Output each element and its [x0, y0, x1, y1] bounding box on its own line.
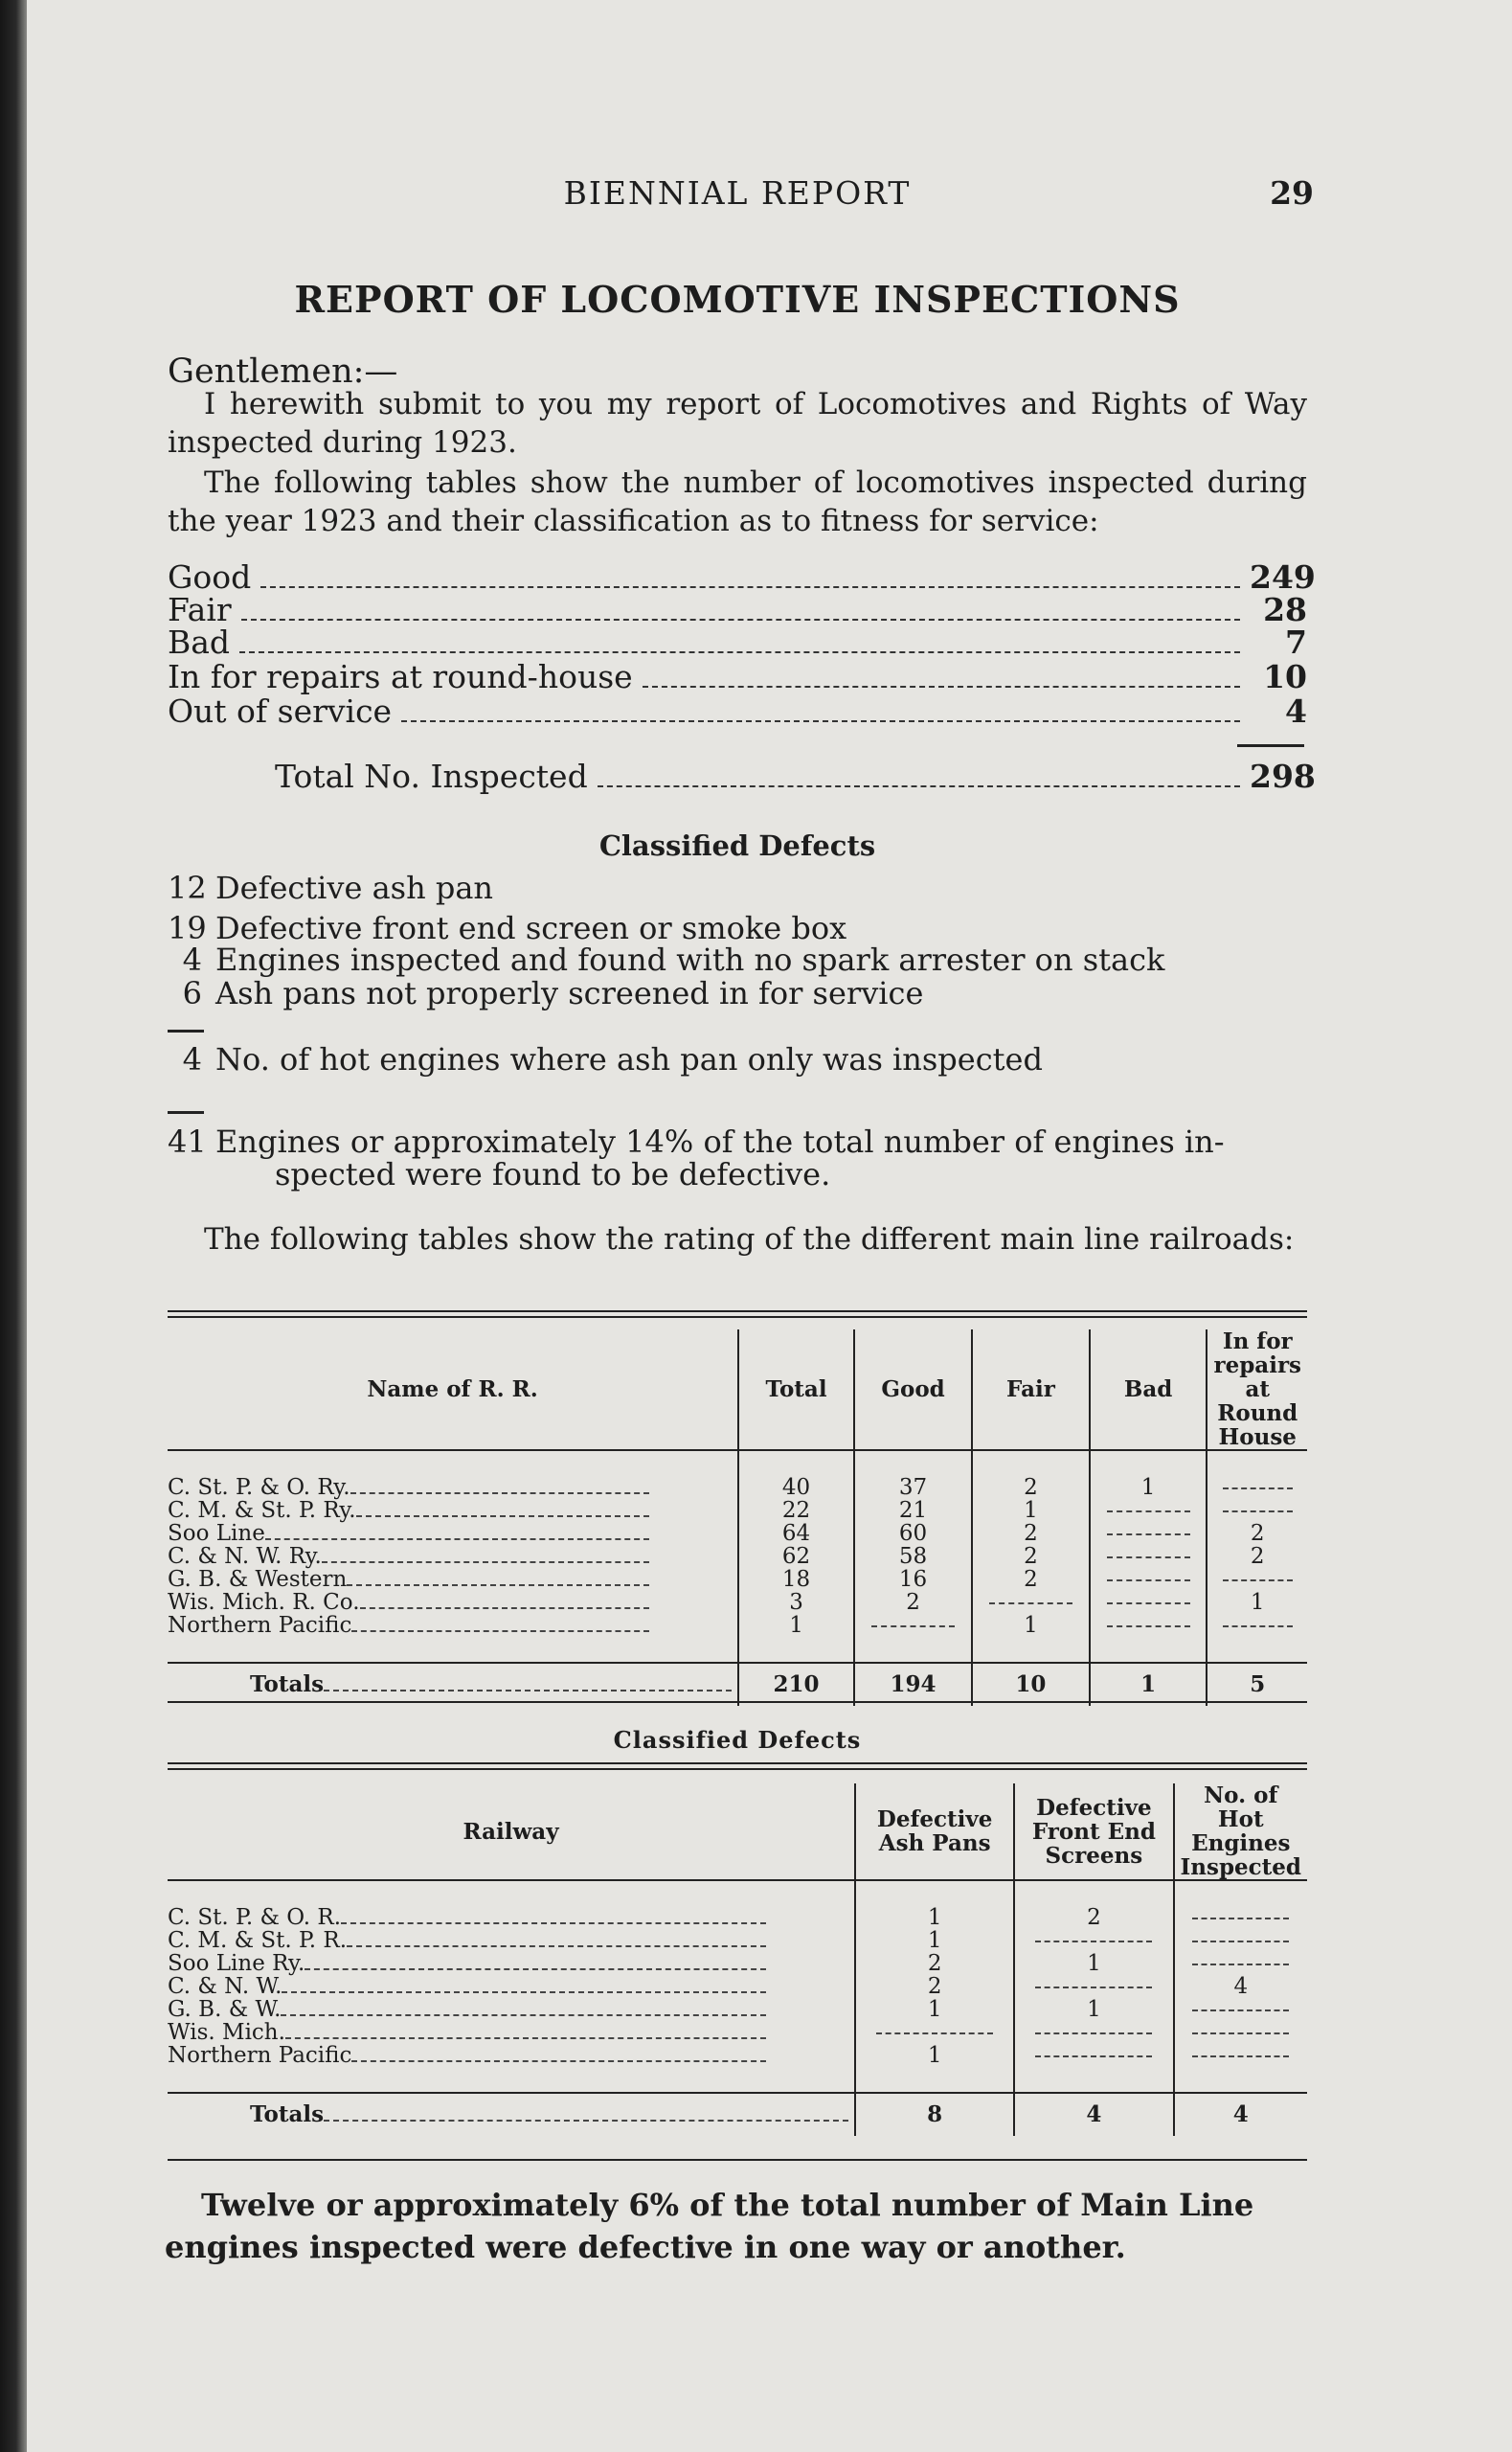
totals-row — [168, 1663, 1307, 1706]
table-row — [168, 1591, 1307, 1614]
table-cell: 60 — [854, 1522, 972, 1545]
leader-dots — [265, 1538, 649, 1540]
table-row — [168, 2044, 1307, 2067]
table-cell: 21 — [854, 1499, 972, 1522]
table-cell: 2 — [1207, 1522, 1307, 1545]
table-cell: 1 — [855, 2044, 1014, 2067]
defect-total-line — [168, 1124, 1225, 1160]
totals-label-cell — [168, 2093, 855, 2136]
table-cell: 40 — [738, 1476, 854, 1499]
col-header-ash-pans: Defective Ash Pans — [855, 1783, 1014, 1880]
defect-count: 6 — [182, 975, 202, 1011]
defect-text: No. of hot engines where ash pan only was inspected — [215, 1041, 1043, 1078]
railroad-name: Northern Pacific — [168, 2043, 352, 2068]
table-cell: 16 — [854, 1568, 972, 1591]
railroad-name-cell — [168, 1499, 738, 1522]
intro-text: I herewith submit to you my report of Locomotives and Rights of Way inspected during 1923. — [168, 387, 1307, 460]
table-cell — [1207, 1499, 1307, 1522]
table-cell — [1207, 1568, 1307, 1591]
table-row — [168, 2021, 1307, 2044]
railroad-name-cell — [168, 1545, 738, 1568]
table-cell — [854, 1614, 972, 1637]
railroad-name: Northern Pacific — [168, 1613, 352, 1638]
totals-cell: 8 — [855, 2093, 1014, 2136]
table-cell: 1 — [972, 1614, 1090, 1637]
empty-dash — [1192, 1918, 1289, 1919]
railroad-name-cell — [168, 1929, 855, 1952]
railroad-name: Soo Line Ry. — [168, 1951, 305, 1976]
leader-dots — [324, 1690, 732, 1691]
closing-paragraph — [165, 2184, 1310, 2268]
railroad-rating-table — [168, 1329, 1307, 1706]
table-cell: 2 — [855, 1952, 1014, 1975]
leader-dots — [285, 2037, 766, 2039]
empty-dash — [1035, 2032, 1152, 2034]
railroad-name-cell — [168, 1568, 738, 1591]
railroad-name: Wis. Mich. R. Co. — [168, 1590, 360, 1615]
classification-label: In for repairs at round-house — [168, 658, 633, 695]
table-cell: 22 — [738, 1499, 854, 1522]
empty-dash — [1035, 1987, 1152, 1988]
table-cell — [1174, 1929, 1307, 1952]
railroad-name-cell — [168, 1476, 738, 1499]
railroad-name-cell — [168, 1998, 855, 2021]
railroad-name-cell — [168, 1522, 738, 1545]
empty-dash — [1192, 1941, 1289, 1942]
classification-row-out-of-service — [168, 692, 1307, 730]
col-header-fair: Fair — [972, 1329, 1090, 1450]
table-row — [168, 1614, 1307, 1637]
empty-dash — [989, 1602, 1072, 1604]
table-rule — [168, 1762, 1307, 1770]
table-row — [168, 1929, 1307, 1952]
table-cell: 64 — [738, 1522, 854, 1545]
table-cell — [855, 2021, 1014, 2044]
table-cell — [1090, 1522, 1207, 1545]
rating-intro — [168, 1222, 1307, 1257]
table-row — [168, 1545, 1307, 1568]
table-row — [168, 1568, 1307, 1591]
intro-paragraph-2 — [168, 464, 1307, 540]
table-cell — [1174, 1952, 1307, 1975]
table-cell — [1014, 2021, 1173, 2044]
railroad-name-cell — [168, 2021, 855, 2044]
leader-dots — [341, 1922, 766, 1924]
table-cell: 2 — [854, 1591, 972, 1614]
railroad-name: G. B. & Western — [168, 1567, 348, 1592]
railroad-name: C. & N. W. Ry. — [168, 1544, 322, 1569]
table-cell — [1207, 1614, 1307, 1637]
table-cell: 58 — [854, 1545, 972, 1568]
col-header-front-end: Defective Front End Screens — [1014, 1783, 1173, 1880]
railroad-name-cell — [168, 1975, 855, 1998]
classification-value: 4 — [1285, 692, 1307, 730]
running-title: BIENNIAL REPORT — [563, 174, 912, 212]
report-title: REPORT OF LOCOMOTIVE INSPECTIONS — [294, 278, 1181, 321]
defect-line — [168, 870, 493, 906]
defect-line — [168, 942, 1164, 978]
table-cell: 18 — [738, 1568, 854, 1591]
empty-dash — [1107, 1579, 1190, 1581]
classification-label: Out of service — [168, 692, 393, 730]
document-page — [165, 0, 1316, 2452]
railroad-name: C. & N. W. — [168, 1974, 282, 1999]
table-row — [168, 1998, 1307, 2021]
leader-dots — [282, 1991, 766, 1993]
table-spacer — [168, 2067, 1307, 2093]
classified-defects-table — [168, 1783, 1307, 2136]
railroad-name: Totals — [250, 1671, 325, 1697]
intro2-text: The following tables show the number of locomotives inspected during the year 1923 and their classification as to fitness for service: — [168, 465, 1307, 538]
railroad-name: Totals — [250, 2101, 325, 2127]
table-cell: 2 — [972, 1568, 1090, 1591]
table-cell — [1014, 2044, 1173, 2067]
table-cell: 62 — [738, 1545, 854, 1568]
col-header-name: Name of R. R. — [168, 1329, 738, 1450]
table-cell: 1 — [738, 1614, 854, 1637]
col-header-total: Total — [738, 1329, 854, 1450]
defect-text: Defective front end screen or smoke box — [215, 910, 847, 946]
col-header-hot-engines: No. of Hot Engines Inspected — [1174, 1783, 1307, 1880]
col-header-railway: Railway — [168, 1783, 855, 1880]
classification-value: 249 — [1250, 558, 1316, 596]
leader-dots — [351, 2060, 766, 2062]
table-cell — [972, 1591, 1090, 1614]
leader-dots — [351, 1630, 649, 1632]
classification-label: Good — [168, 558, 252, 596]
table-cell — [1014, 1929, 1173, 1952]
table-cell — [1174, 2044, 1307, 2067]
table-cell — [1090, 1591, 1207, 1614]
classification-row-repairs — [168, 658, 1307, 695]
table-cell: 1 — [1014, 1998, 1173, 2021]
railroad-name-cell — [168, 1906, 855, 1929]
table-spacer — [168, 1637, 1307, 1663]
railroad-name: C. M. & St. P. R. — [168, 1928, 348, 1953]
table-cell: 1 — [855, 1929, 1014, 1952]
sum-rule — [168, 1030, 204, 1033]
totals-cell: 4 — [1174, 2093, 1307, 2136]
railroad-name-cell — [168, 1591, 738, 1614]
empty-dash — [1192, 2009, 1289, 2011]
defect-total-line-2: spected were found to be defective. — [275, 1156, 831, 1192]
defect-text: Ash pans not properly screened in for service — [215, 975, 924, 1011]
table-row — [168, 1906, 1307, 1929]
defect-count: 12 — [168, 870, 207, 906]
empty-dash — [1035, 2055, 1152, 2057]
defect-text: Engines inspected and found with no spark arrester on stack — [215, 942, 1165, 978]
table-cell — [1090, 1568, 1207, 1591]
classification-label: Bad — [168, 624, 231, 661]
railroad-name: G. B. & W. — [168, 1997, 282, 2022]
classification-row-bad — [168, 626, 1307, 661]
table-rule — [168, 2159, 1307, 2161]
classification-row-good — [168, 558, 1316, 596]
empty-dash — [876, 2032, 993, 2034]
table-cell — [1090, 1614, 1207, 1637]
table-row — [168, 1975, 1307, 1998]
rating-intro-text: The following tables show the rating of the different main line railroads: — [204, 1222, 1295, 1257]
table-cell: 37 — [854, 1476, 972, 1499]
defect-line — [168, 1041, 1043, 1078]
table-body — [168, 1880, 1307, 2136]
col-header-good: Good — [854, 1329, 972, 1450]
col-header-repairs: In for repairs at Round House — [1207, 1329, 1307, 1450]
railroad-name-cell — [168, 1614, 738, 1637]
leader-dots — [305, 1968, 766, 1970]
total-inspected-label: Total No. Inspected — [275, 758, 588, 795]
defect-line — [168, 975, 923, 1011]
table-cell: 2 — [855, 1975, 1014, 1998]
table-cell: 2 — [1014, 1906, 1173, 1929]
table-cell — [1207, 1476, 1307, 1499]
empty-dash — [1192, 2032, 1289, 2034]
railroad-name-cell — [168, 2044, 855, 2067]
leader-dots — [356, 1515, 649, 1517]
table-cell: 4 — [1174, 1975, 1307, 1998]
empty-dash — [1223, 1510, 1293, 1512]
totals-cell: 194 — [854, 1663, 972, 1706]
table-rule — [168, 1701, 1307, 1703]
table-cell: 1 — [855, 1998, 1014, 2021]
defect-total-text: Engines or approximately 14% of the total number of engines in- — [215, 1124, 1225, 1160]
empty-dash — [1223, 1625, 1293, 1627]
table-cell: 1 — [1090, 1476, 1207, 1499]
railroad-name: C. St. P. & O. Ry. — [168, 1475, 350, 1500]
defect-count: 19 — [168, 910, 207, 946]
railroad-name: Soo Line — [168, 1521, 265, 1546]
table-cell: 1 — [855, 1906, 1014, 1929]
defect-text: Defective ash pan — [215, 870, 494, 906]
table-cell — [1014, 1975, 1173, 1998]
empty-dash — [1107, 1625, 1190, 1627]
empty-dash — [1223, 1487, 1293, 1489]
empty-dash — [1192, 1964, 1289, 1965]
leader-dots — [360, 1607, 649, 1609]
table-cell — [1174, 1998, 1307, 2021]
leader-dots — [322, 1561, 649, 1563]
leader-dots — [347, 1945, 766, 1947]
railroad-name: Wis. Mich. — [168, 2020, 285, 2045]
salutation: Gentlemen:— — [168, 352, 398, 391]
table-cell: 2 — [972, 1522, 1090, 1545]
classified-defects-title: Classified Defects — [598, 829, 876, 862]
empty-dash — [1035, 1941, 1152, 1942]
totals-cell: 1 — [1090, 1663, 1207, 1706]
table-cell: 3 — [738, 1591, 854, 1614]
leader-dots — [350, 1492, 649, 1494]
defect-count: 4 — [182, 942, 202, 978]
page-number: 29 — [1270, 174, 1314, 212]
table-cell: 2 — [1207, 1545, 1307, 1568]
railroad-name-cell — [168, 1952, 855, 1975]
table-cell — [1090, 1545, 1207, 1568]
leader-dots — [324, 2120, 848, 2122]
empty-dash — [1107, 1556, 1190, 1558]
table-cell: 1 — [1207, 1591, 1307, 1614]
table-row — [168, 1476, 1307, 1499]
sum-rule — [168, 1111, 204, 1114]
table-cell: 2 — [972, 1545, 1090, 1568]
table-cell: 2 — [972, 1476, 1090, 1499]
col-header-bad: Bad — [1090, 1329, 1207, 1450]
table-row — [168, 1499, 1307, 1522]
totals-cell: 5 — [1207, 1663, 1307, 1706]
table-cell: 1 — [1014, 1952, 1173, 1975]
empty-dash — [871, 1625, 955, 1627]
railroad-name: C. St. P. & O. R. — [168, 1905, 342, 1930]
table-cell — [1174, 2021, 1307, 2044]
classification-value: 7 — [1285, 624, 1307, 661]
table-row — [168, 1952, 1307, 1975]
leader-dots — [347, 1584, 649, 1586]
table-cell — [1174, 1906, 1307, 1929]
totals-cell: 4 — [1014, 2093, 1173, 2136]
railroad-name: C. M. & St. P. Ry. — [168, 1498, 356, 1523]
empty-dash — [1107, 1510, 1190, 1512]
empty-dash — [1107, 1602, 1190, 1604]
empty-dash — [1223, 1579, 1293, 1581]
totals-cell: 210 — [738, 1663, 854, 1706]
intro-paragraph — [168, 385, 1307, 462]
totals-label-cell — [168, 1663, 738, 1706]
totals-row — [168, 2093, 1307, 2136]
classification-value: 28 — [1263, 591, 1307, 628]
empty-dash — [1192, 2055, 1289, 2057]
table-cell: 1 — [972, 1499, 1090, 1522]
defect-count: 4 — [182, 1041, 202, 1078]
total-inspected-row — [275, 758, 1316, 795]
table-cell — [1090, 1499, 1207, 1522]
closing-text: Twelve or approximately 6% of the total number of Main Line engines inspected were defective in one way or another. — [165, 2187, 1254, 2265]
table-body — [168, 1450, 1307, 1706]
sum-rule — [1237, 744, 1304, 747]
leader-dots — [281, 2014, 766, 2016]
table-rule — [168, 1310, 1307, 1318]
book-binding-edge — [0, 0, 27, 2452]
table2-title: Classified Defects — [613, 1726, 862, 1754]
total-inspected-value: 298 — [1250, 758, 1316, 795]
empty-dash — [1107, 1533, 1190, 1535]
running-header — [165, 174, 1314, 213]
table-row — [168, 1522, 1307, 1545]
totals-cell: 10 — [972, 1663, 1090, 1706]
defect-total-count: 41 — [168, 1124, 207, 1160]
classification-value: 10 — [1263, 658, 1307, 695]
classification-row-fair — [168, 591, 1307, 628]
classification-label: Fair — [168, 591, 232, 628]
